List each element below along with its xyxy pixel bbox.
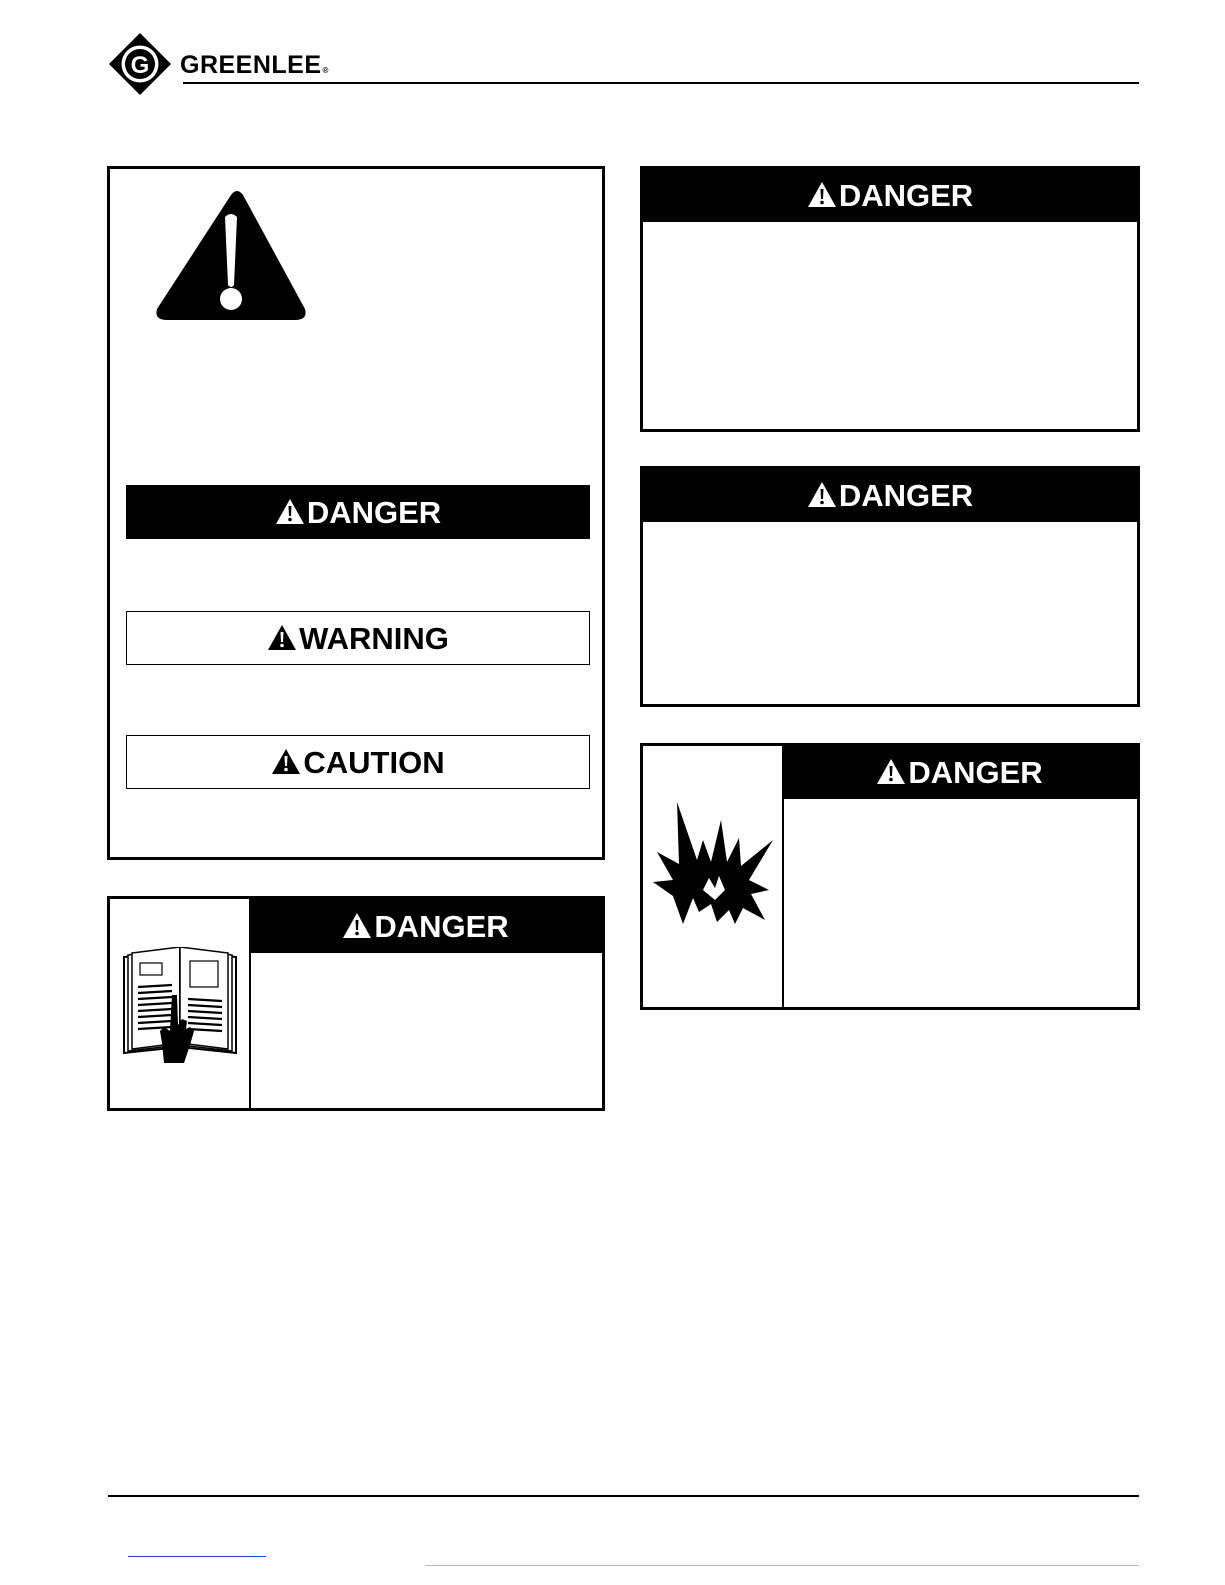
danger-signal-bar	[643, 469, 1137, 522]
warning-label: WARNING	[299, 620, 449, 656]
alert-triangle-icon	[342, 912, 372, 939]
footer-rule	[108, 1495, 1139, 1497]
operator-manual-icon	[120, 947, 240, 1065]
caution-signal-bar	[126, 735, 590, 789]
explosion-danger-box	[640, 743, 1140, 1010]
alert-triangle-icon	[275, 498, 305, 525]
danger-signal-bar	[643, 169, 1137, 222]
danger-signal-bar	[249, 899, 602, 953]
alert-triangle-icon	[267, 624, 297, 651]
safety-legend-box	[107, 166, 605, 860]
explosion-icon	[651, 800, 775, 926]
registered-mark: ®	[322, 66, 329, 75]
read-manual-danger-box	[107, 896, 605, 1111]
danger-label: DANGER	[838, 478, 974, 513]
danger-signal-bar	[126, 485, 590, 539]
danger-label: DANGER	[306, 494, 442, 530]
manual-icon-panel	[110, 899, 251, 1108]
warning-signal-bar	[126, 611, 590, 665]
scan-artifact-line	[425, 1565, 1139, 1566]
danger-box-1	[640, 166, 1140, 432]
danger-box-2	[640, 466, 1140, 707]
alert-triangle-icon	[807, 181, 837, 208]
logo-letter: G	[130, 52, 150, 79]
alert-triangle-icon	[271, 748, 301, 775]
danger-label: DANGER	[374, 908, 509, 944]
header-rule	[183, 82, 1139, 84]
brand-name	[180, 50, 329, 86]
explosion-icon-panel	[643, 746, 784, 1007]
scan-artifact-line	[128, 1556, 266, 1557]
safety-alert-icon	[155, 187, 307, 323]
caution-label: CAUTION	[303, 744, 445, 780]
danger-label: DANGER	[908, 755, 1043, 790]
alert-triangle-icon	[807, 481, 837, 508]
greenlee-logo-icon	[108, 32, 172, 96]
danger-signal-bar	[782, 746, 1137, 799]
brand-text: GREENLEE	[180, 51, 322, 79]
danger-label: DANGER	[838, 178, 974, 213]
alert-triangle-icon	[876, 758, 906, 785]
